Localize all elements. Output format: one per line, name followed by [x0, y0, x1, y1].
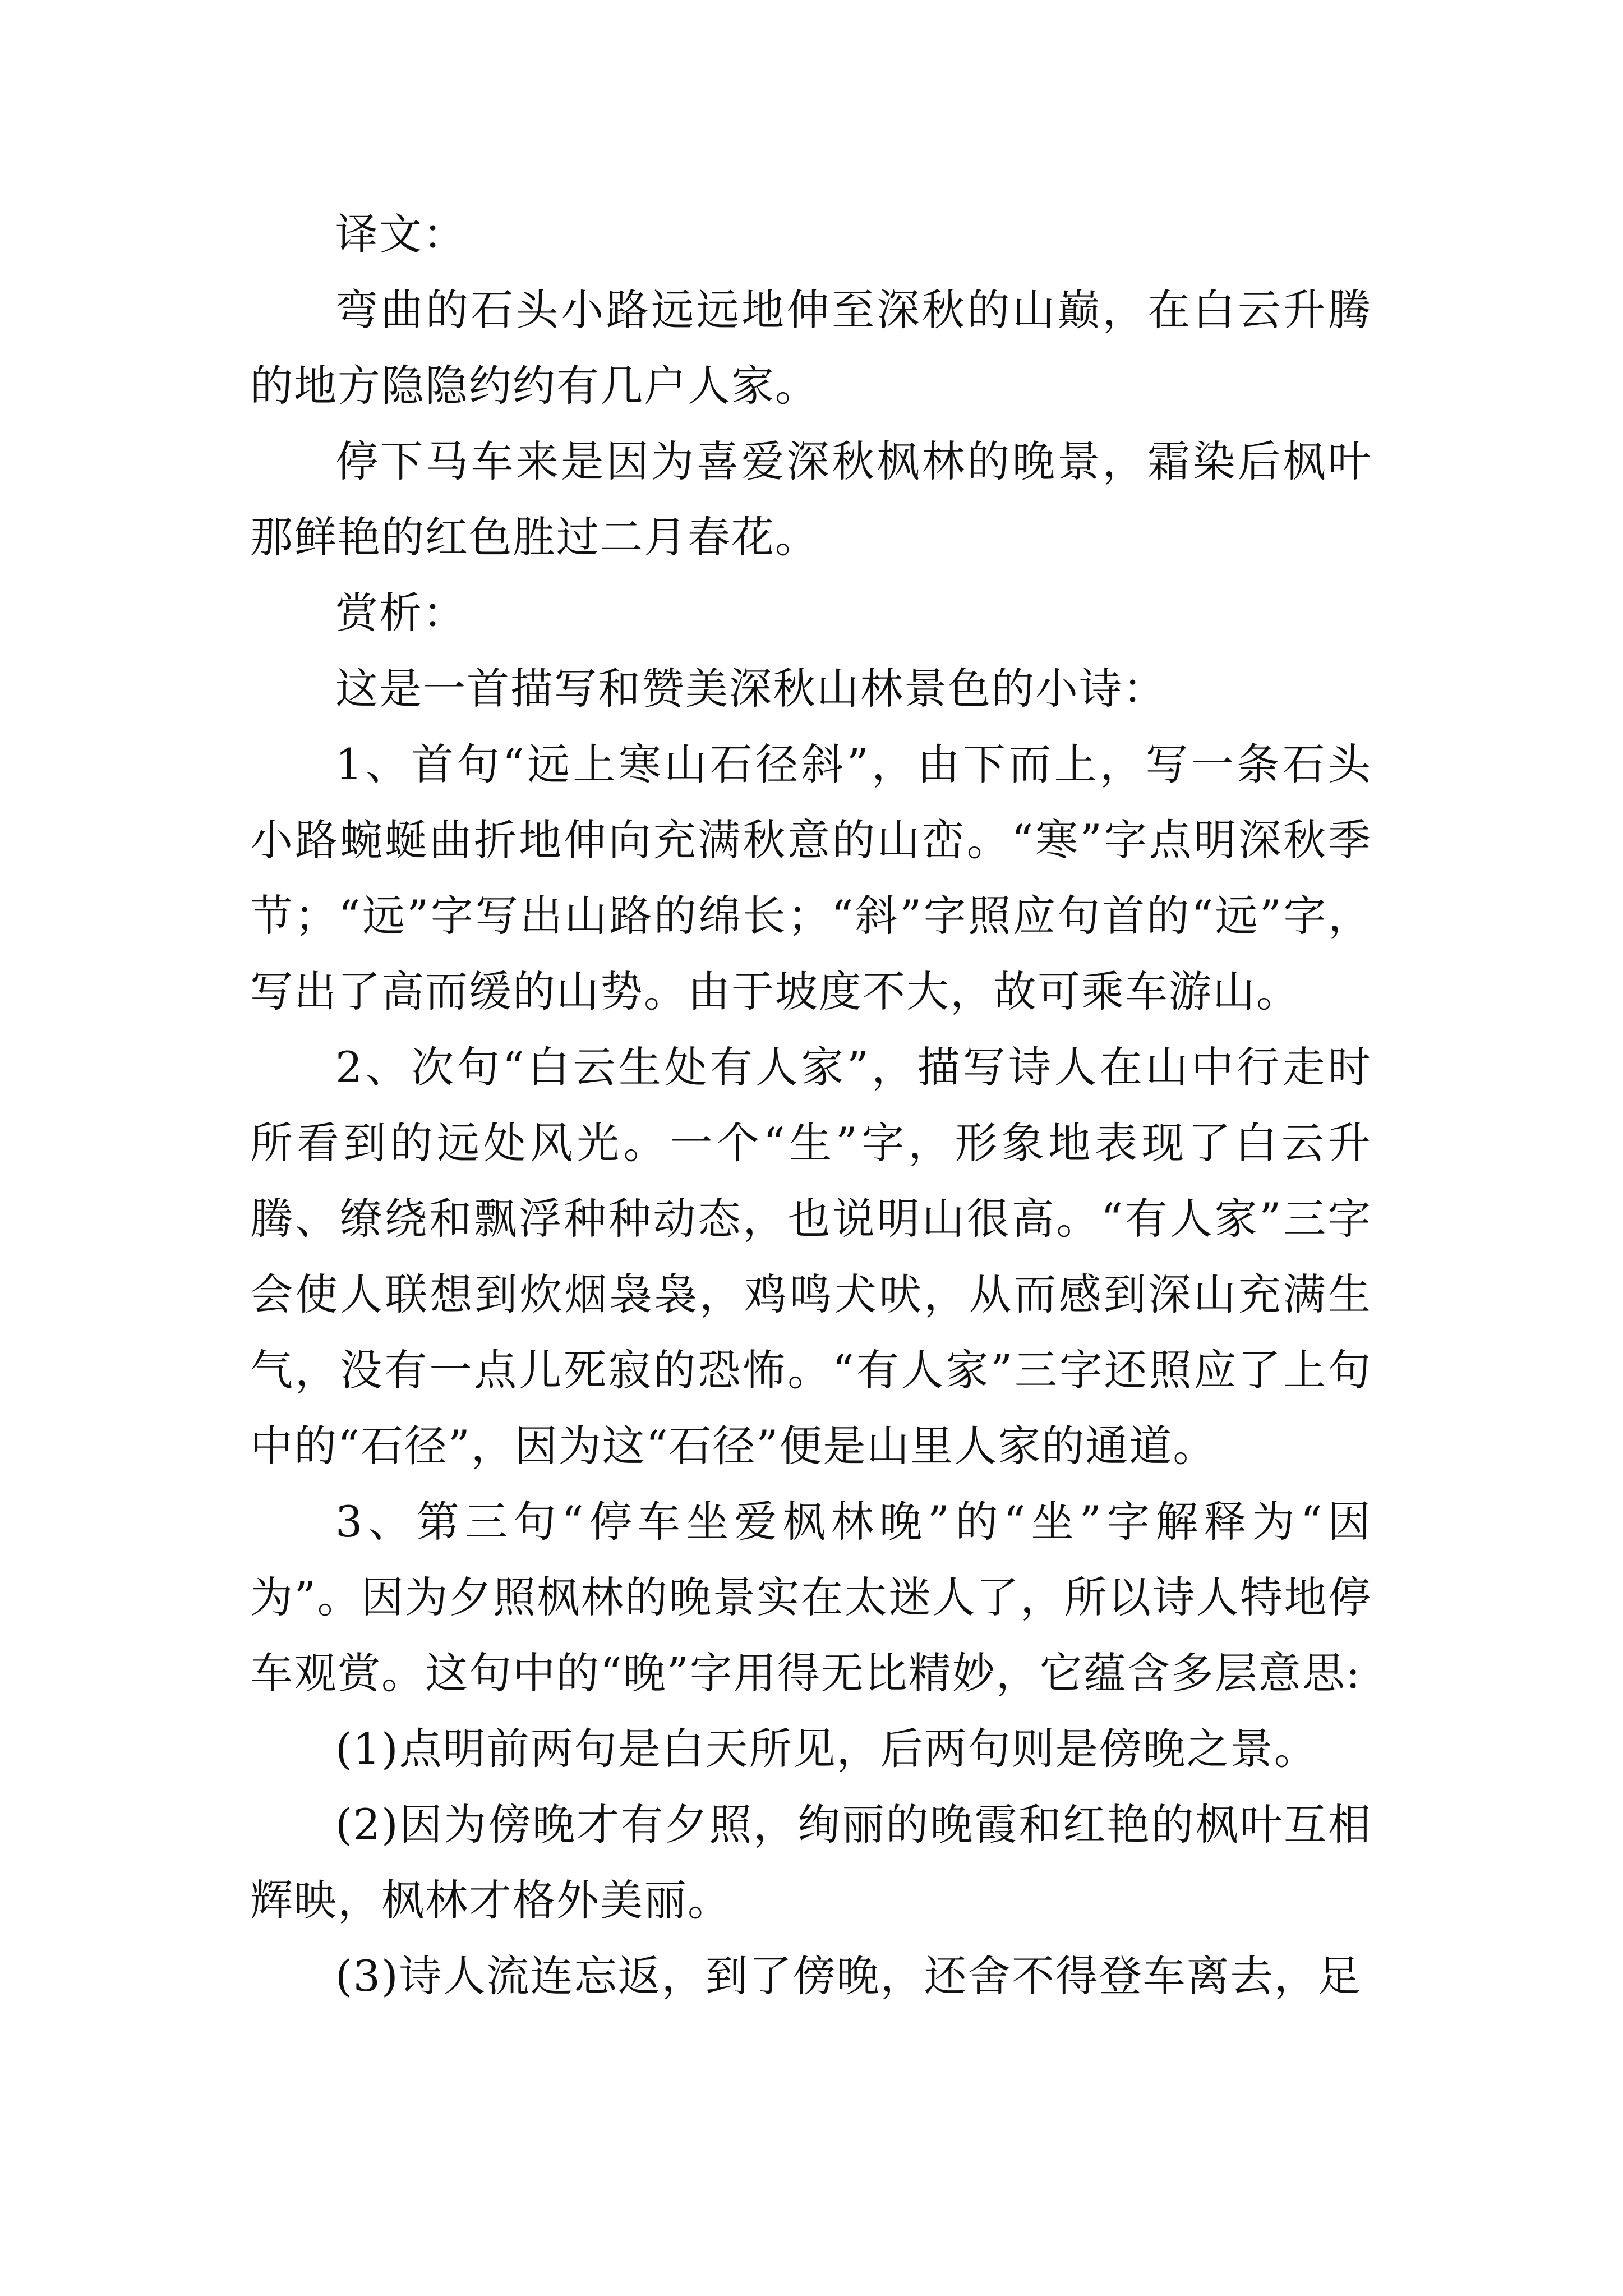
appreciation-point-1: 1、首句“远上寒山石径斜”，由下而上，写一条石头小路蜿蜒曲折地伸向充满秋意的山峦。“寒”字点明深秋季节；“远”字写出山路的绵长；“斜”字照应句首的“远”字，写出了高而缓的山势。由于坡度不大，故可乘车游山。: [250, 739, 1372, 1016]
sub-point-2: (2)因为傍晚才有夕照，绚丽的晚霞和红艳的枫叶互相辉映，枫林才格外美丽。: [250, 1800, 1372, 1925]
translation-paragraph-2: 停下马车来是因为喜爱深秋枫林的晚景，霜染后枫叶那鲜艳的红色胜过二月春花。: [250, 436, 1372, 562]
sub-point-1: (1)点明前两句是白天所见，后两句则是傍晚之景。: [335, 1724, 1318, 1774]
translation-paragraph-1: 弯曲的石头小路远远地伸至深秋的山巅，在白云升腾的地方隐隐约约有几户人家。: [250, 285, 1372, 411]
appreciation-point-2: 2、次句“白云生处有人家”，描写诗人在山中行走时所看到的远处风光。一个“生”字，形象地表现了白云升腾、缭绕和飘浮种种动态，也说明山很高。“有人家”三字会使人联想到炊烟袅袅，鸡鸣犬吠，从而感到深山充满生气，没有一点儿死寂的恐怖。“有人家”三字还照应了上句中的“石径”，因为这“石径”便是山里人家的通道。: [250, 1042, 1372, 1471]
heading-translation: 译文：: [335, 209, 467, 259]
appreciation-intro: 这是一首描写和赞美深秋山林景色的小诗：: [335, 664, 1166, 714]
sub-point-3: (3)诗人流连忘返，到了傍晚，还舍不得登车离去，足: [335, 1951, 1362, 2001]
document-body: [250, 196, 1372, 2014]
appreciation-point-3: 3、第三句“停车坐爱枫林晚”的“坐”字解释为“因为”。因为夕照枫林的晚景实在太迷人了，所以诗人特地停车观赏。这句中的“晚”字用得无比精妙，它蕴含多层意思:: [250, 1497, 1372, 1698]
heading-appreciation: 赏析：: [335, 588, 467, 638]
